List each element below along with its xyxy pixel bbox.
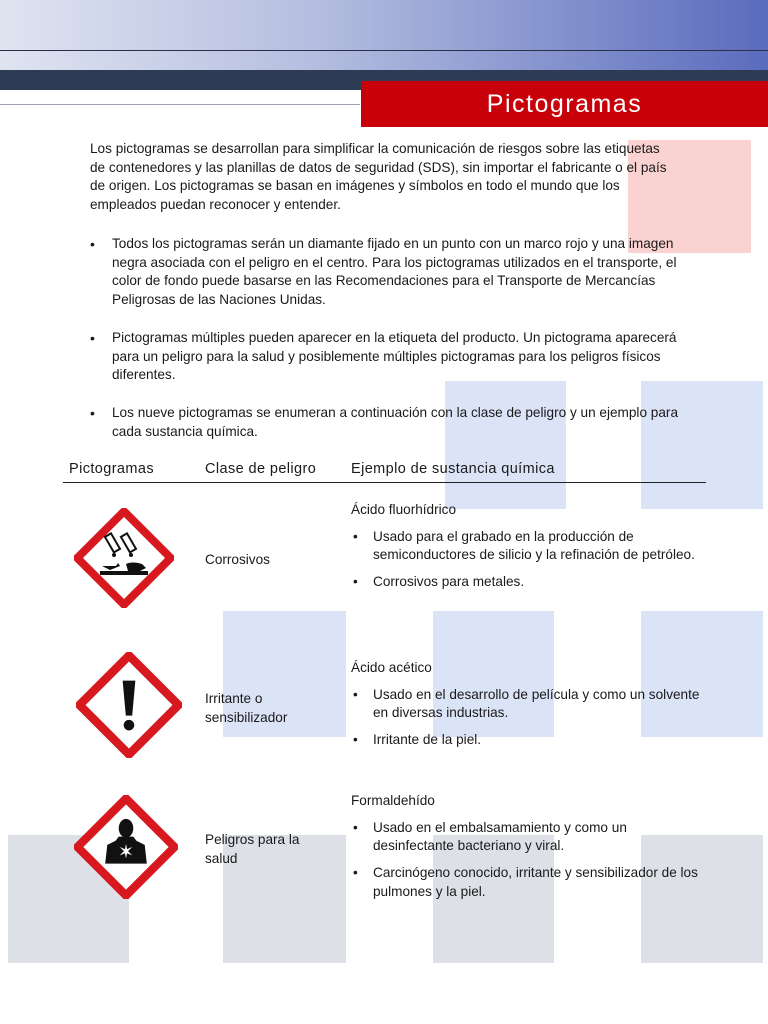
example-block <box>351 659 701 758</box>
example-item: • Usado en el embalsamamiento y como un desinfectante bacteriano y viral. <box>351 819 701 856</box>
intro-paragraph: Los pictogramas se desarrollan para simplificar la comunicación de riesgos sobre las etiquetas de contenedores y las planillas de datos de seguridad (SDS), sin importar el fabricante o el país de origen. Los pictogramas se basan en imágenes y símbolos en todo el mundo que los empleados puedan reconocer y entender. <box>90 141 667 213</box>
page-title: Pictogramas <box>486 89 643 118</box>
example-list <box>351 528 701 592</box>
substance-name: Ácido acético <box>351 660 432 675</box>
example-list <box>351 686 701 750</box>
hazard-class-corrosivos: Corrosivos <box>205 552 270 567</box>
hazard-class-irritante: Irritante o sensibilizador <box>205 691 288 725</box>
substance-name: Formaldehído <box>351 793 435 808</box>
example-list <box>351 819 701 902</box>
bullet-list <box>90 235 690 460</box>
health-hazard-pictogram-icon <box>74 795 178 899</box>
example-item: • Usado en el desarrollo de película y como un solvente en diversas industrias. <box>351 686 701 723</box>
bullet-item: • Los nueve pictogramas se enumeran a continuación con la clase de peligro y un ejemplo para cada sustancia química. <box>90 404 690 441</box>
bullet-item: • Todos los pictogramas serán un diamante fijado en un punto con un marco rojo y una imagen negra asociada con el peligro en el centro. Para los pictogramas utilizados en el transporte, el color de fondo puede basarse en las Recomendaciones para el Transporte de Mercancías Peligrosas de las Naciones Unidas. <box>90 235 690 310</box>
example-block <box>351 792 701 910</box>
corrosion-pictogram-icon <box>74 508 174 608</box>
column-header-hazard-class: Clase de peligro <box>205 461 317 477</box>
table-header-rule <box>63 482 706 483</box>
bullet-item: • Pictogramas múltiples pueden aparecer en la etiqueta del producto. Un pictograma aparecerá para un peligro para la salud y posiblemente múltiples pictogramas para los peligros físicos diferentes. <box>90 329 690 385</box>
example-block <box>351 501 701 600</box>
substance-name: Ácido fluorhídrico <box>351 502 457 517</box>
example-item: • Irritante de la piel. <box>351 731 701 750</box>
exclamation-mark-pictogram-icon <box>76 652 182 758</box>
hazard-class-salud: Peligros para la salud <box>205 832 300 866</box>
column-header-pictogramas: Pictogramas <box>69 461 154 477</box>
example-item: • Usado para el grabado en la producción de semiconductores de silicio y la refinación de petróleo. <box>351 528 701 565</box>
example-item: • Corrosivos para metales. <box>351 573 701 592</box>
column-header-example: Ejemplo de sustancia química <box>351 461 555 477</box>
example-item: • Carcinógeno conocido, irritante y sensibilizador de los pulmones y la piel. <box>351 864 701 901</box>
